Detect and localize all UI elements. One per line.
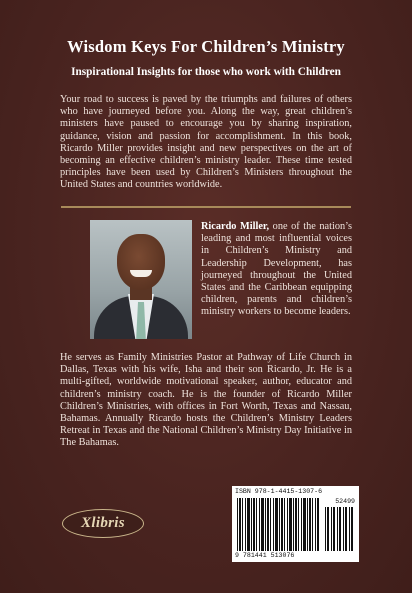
divider-line bbox=[61, 206, 351, 208]
price-code: 52499 bbox=[335, 498, 355, 505]
author-bio-lead: one of the nation’s leading and most influential voices in Children’s Ministry and Leadership Development, has journeyed throughout the United States and the Caribbean equipping children, parents and children’s ministry workers to become leaders. bbox=[201, 221, 352, 318]
author-bio-detail: He serves as Family Ministries Pastor at Pathway of Life Church in Dallas, Texas with his wife, Isha and their son Ricardo, Jr. He is a multi-gifted, worldwide motivational speaker, author, educator and children’s ministry coach. He is the founder of Ricardo Miller Children’s Ministries, with offices in Fort Worth, Texas and Nassau, Bahamas. Annually Ricardo hosts the Children’s Ministry Leaders Retreat in Texas and the National Children’s Ministry Day Initiative in The Bahamas. bbox=[60, 352, 352, 449]
cover-title: Wisdom Keys For Children’s Ministry bbox=[67, 37, 345, 56]
isbn-barcode bbox=[232, 486, 359, 562]
isbn-number: ISBN 978-1-4415-1307-6 bbox=[235, 488, 323, 495]
barcode-addon-bars bbox=[325, 507, 355, 551]
intro-paragraph: Your road to success is paved by the triumphs and failures of others who have journeyed before you. Along the way, great children’s ministers have paused to encourage you by sharing inspiration, guidance, vision and passion for accomplishment. In this book, Ricardo Miller provides insight and new perspectives on the art of becoming an effective children’s ministry leader. These time tested principles have been used by Children’s Ministers throughout the United States and countries worldwide. bbox=[60, 94, 352, 191]
cover-subtitle: Inspirational Insights for those who work with Children bbox=[71, 66, 341, 78]
ean-number: 9 781441 513076 bbox=[235, 552, 295, 559]
publisher-name: Xlibris bbox=[81, 515, 125, 531]
publisher-logo bbox=[62, 509, 144, 538]
author-bio-intro bbox=[201, 221, 352, 319]
author-name: Ricardo Miller, bbox=[201, 221, 270, 232]
barcode-bars bbox=[237, 498, 319, 551]
author-photo bbox=[90, 220, 192, 339]
